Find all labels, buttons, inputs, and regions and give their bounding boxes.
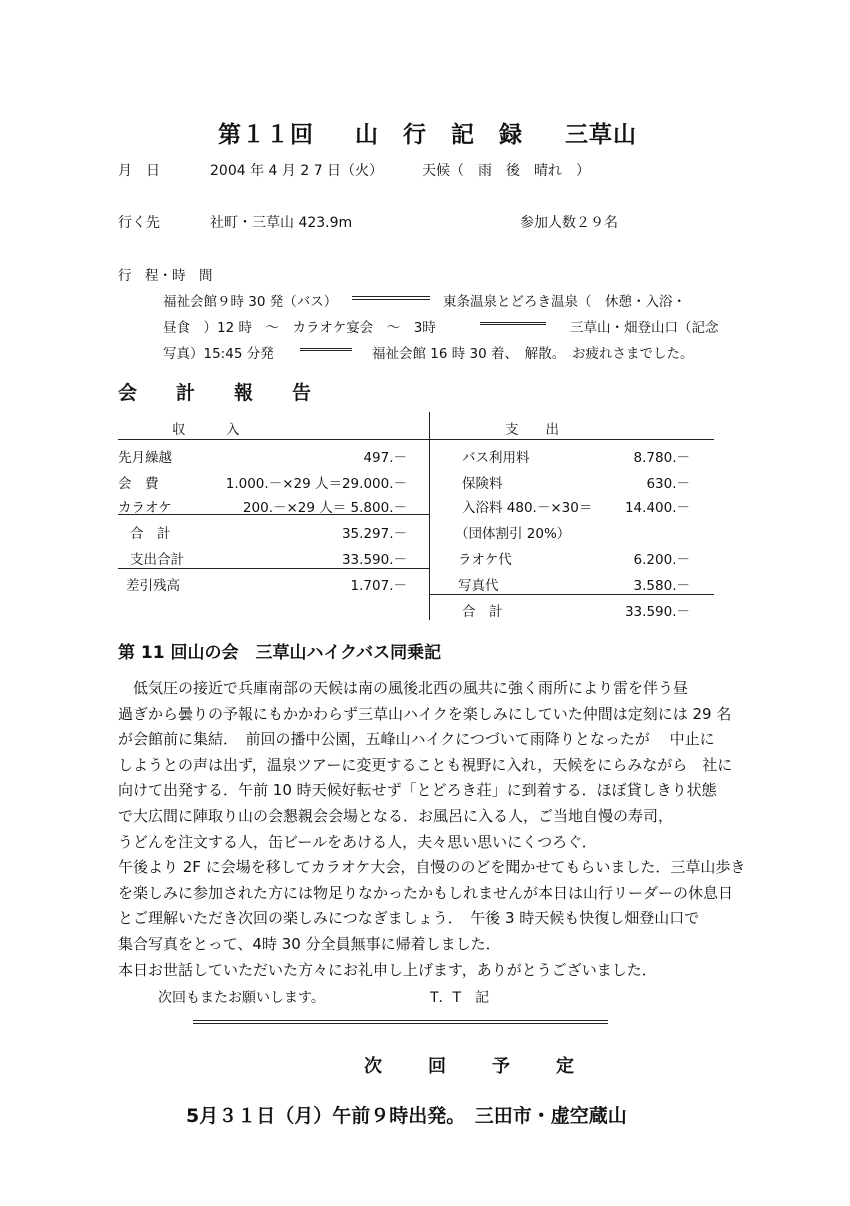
expense-row-label: 入浴料 480.－×30＝ xyxy=(462,500,593,516)
income-row-label: カラオケ xyxy=(118,500,172,516)
expense-row-label: 保険料 xyxy=(462,476,503,492)
title-main: 山 行 記 録 xyxy=(355,122,523,148)
itinerary-line2-end: 三草山・畑登山口（記念 xyxy=(570,320,719,336)
table-divider-vertical xyxy=(429,412,430,620)
route-line xyxy=(352,296,430,301)
expense-header: 支 出 xyxy=(505,422,559,438)
accounts-heading: 会 計 報 告 xyxy=(118,382,322,404)
itinerary-line1-end: 東条温泉とどろき温泉（ 休憩・入浴・ xyxy=(443,294,686,310)
expense-row-amount: 6.200.－ xyxy=(633,552,690,568)
report-line: を楽しみに参加された方には物足りなかったかもしれませんが本日は山行リーダーの休息日 xyxy=(118,883,734,902)
expense-row-label: バス利用料 xyxy=(462,450,530,466)
date-label: 月 日 xyxy=(118,163,160,179)
expense-row-note: （団体割引 20%） xyxy=(455,526,571,542)
report-line: 本日お世話していただいた方々にお礼申し上げます，ありがとうございました． xyxy=(118,960,657,979)
report-line: 集合写真をとって、4時 30 分全員無事に帰着しました． xyxy=(118,934,501,953)
weather: 天候（ 雨 後 晴れ ） xyxy=(422,163,590,179)
report-line: うどんを注文する人，缶ビールをあける人，夫々思い思いにくつろぐ． xyxy=(118,832,597,851)
report-closing: 次回もまたお願いします。 xyxy=(158,990,325,1006)
expense-row-label: ラオケ代 xyxy=(458,552,512,568)
expense-row-amount: 14.400.－ xyxy=(624,500,690,516)
report-line: 午後より 2F に会場を移してカラオケ大会，自慢ののどを聞かせてもらいました．三草山歩き xyxy=(118,858,746,877)
income-row-calc: 200.－×29 人＝ 5.800.－ xyxy=(242,500,407,516)
itinerary-line3-start: 写真）15:45 分発 xyxy=(163,346,274,362)
expense-row-amount: 8.780.－ xyxy=(633,450,690,466)
report-line: が会館前に集結． 前回の播中公園，五峰山ハイクにつづいて雨降りとなったが 中止に xyxy=(118,730,715,749)
balance-label: 差引残高 xyxy=(126,578,180,594)
expense-sum-amount: 33.590.－ xyxy=(341,552,407,568)
report-heading: 第 11 回山の会 三草山ハイクバス同乗記 xyxy=(118,643,442,663)
income-row-label: 会 費 xyxy=(118,476,159,492)
expense-row-amount: 3.580.－ xyxy=(633,578,690,594)
income-header: 収 入 xyxy=(172,422,240,438)
report-line: とご理解いただき次回の楽しみにつなぎましょう． 午後 3 時天候も快復し畑登山口で xyxy=(118,909,700,928)
itinerary-line3-end: 福祉会館 16 時 30 着、 解散。 お疲れさまでした。 xyxy=(372,346,694,362)
expense-total-label: 合 計 xyxy=(462,604,503,620)
itinerary-label: 行 程・時 間 xyxy=(118,268,213,284)
table-header-rule xyxy=(118,439,714,440)
route-line xyxy=(300,348,352,352)
expense-sum-label: 支出合計 xyxy=(130,552,184,568)
report-line: で大広間に陣取り山の会懇親会会場となる．お風呂に入る人，ご当地自慢の寿司， xyxy=(118,806,674,825)
income-total-label: 合 計 xyxy=(130,526,171,542)
report-line: 低気圧の接近で兵庫南部の天候は南の風後北西の風共に強く雨所により雷を伴う昼 xyxy=(118,679,689,697)
report-line: 向けて出発する．午前 10 時天候好転せず「とどろき荘」に到着する．ほぼ貸しきり状態 xyxy=(118,781,717,800)
participants: 参加人数２９名 xyxy=(520,215,618,231)
date-value: 2004 年 4 月 2 7 日（火） xyxy=(210,163,384,179)
balance-amount: 1.707.－ xyxy=(350,578,407,594)
next-schedule: 5月３１日（月）午前９時出発。 三田市・虚空蔵山 xyxy=(186,1105,627,1127)
table-expense-total-rule xyxy=(429,594,714,595)
expense-total-amount: 33.590.－ xyxy=(624,604,690,620)
itinerary-line1-start: 福祉会館９時 30 発（バス） xyxy=(163,294,338,310)
report-line: 過ぎから曇りの予報にもかかわらず三草山ハイクを楽しみにしていた仲間は定刻には 29 名 xyxy=(118,704,732,723)
itinerary-line2-start: 昼食 ）12 時 ～ カラオケ宴会 ～ 3時 xyxy=(163,320,436,336)
report-body xyxy=(118,676,746,983)
report-line: しようとの声は出ず，温泉ツアーに変更することも視野に入れ，天候をにらみながら 社に xyxy=(118,755,733,774)
next-heading: 次 回 予 定 xyxy=(364,1056,588,1077)
title-mountain: 三草山 xyxy=(565,122,637,148)
table-balance-rule xyxy=(118,568,429,569)
income-row-calc: 1.000.－×29 人＝29.000.－ xyxy=(225,476,407,492)
income-row-amount: 497.－ xyxy=(363,450,407,466)
income-row-label: 先月繰越 xyxy=(118,450,172,466)
report-author: T．T 記 xyxy=(430,990,490,1006)
destination-label: 行く先 xyxy=(118,215,160,231)
section-separator xyxy=(193,1020,608,1024)
expense-row-amount: 630.－ xyxy=(646,476,690,492)
title-number: 第１１回 xyxy=(218,122,314,148)
expense-row-label: 写真代 xyxy=(458,578,499,594)
destination-value: 社町・三草山 423.9m xyxy=(210,215,353,231)
route-line xyxy=(480,322,546,326)
income-total-amount: 35.297.－ xyxy=(341,526,407,542)
